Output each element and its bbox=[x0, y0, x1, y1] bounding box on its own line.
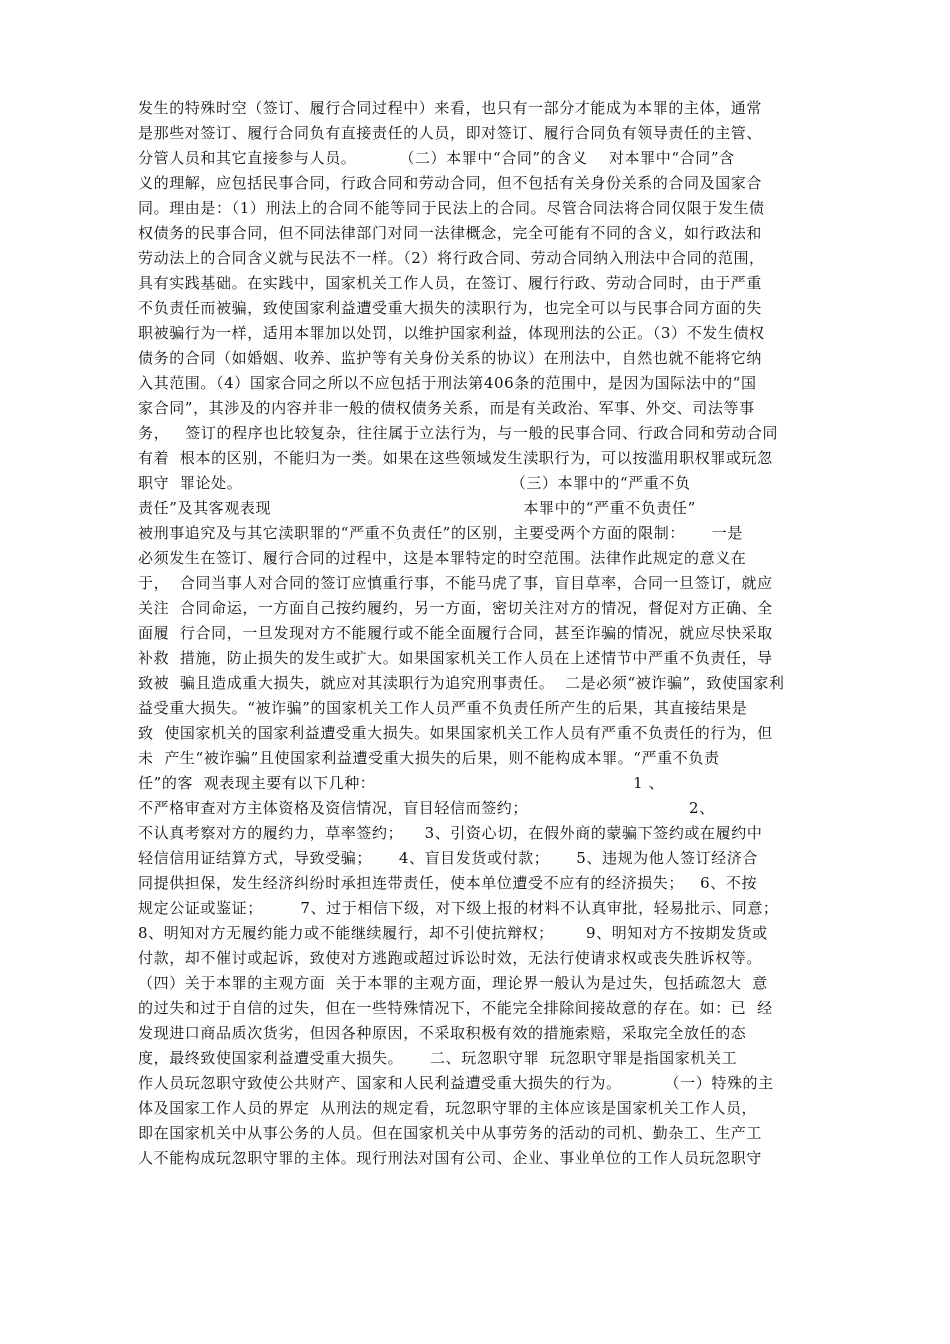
text-line: 同。理由是：（1）刑法上的合同不能等同于民法上的合同。尽管合同法将合同仅限于发生债 bbox=[138, 199, 765, 217]
text-line: 未 产生“被诈骗”且使国家利益遭受重大损失的后果，则不能构成本罪。“严重不负责 bbox=[138, 749, 720, 767]
text-line: 家合同”，其涉及的内容并非一般的债权债务关系，而是有关政治、军事、外交、司法等事 bbox=[138, 399, 755, 417]
text-line: 债务的合同（如婚姻、收养、监护等有关身份关系的协议）在刑法中，自然也就不能将它纳 bbox=[138, 349, 763, 367]
text-line: 责任”及其客观表现 本罪中的“严重不负责任” bbox=[138, 499, 696, 517]
text-line: 规定公证或鉴证； 7、过于相信下级，对下级上报的材料不认真审批，轻易批示、同意； bbox=[138, 899, 779, 917]
text-line: 即在国家机关中从事公务的人员。但在国家机关中从事劳务的活动的司机、勤杂工、生产工 bbox=[138, 1124, 763, 1142]
text-line: 职守 罪论处。 （三）本罪中的“严重不负 bbox=[138, 474, 691, 492]
text-line: 8、明知对方无履约能力或不能继续履行，却不引使抗辩权； 9、明知对方不按期发货或 bbox=[138, 924, 768, 942]
text-line: 务， 签订的程序也比较复杂，往往属于立法行为，与一般的民事合同、行政合同和劳动合同 bbox=[138, 424, 779, 442]
text-line: 致 使国家机关的国家利益遭受重大损失。如果国家机关工作人员有严重不负责任的行为，但 bbox=[138, 724, 773, 742]
text-line: 度，最终致使国家利益遭受重大损失。 二、玩忽职守罪 玩忽职守罪是指国家机关工 bbox=[138, 1049, 738, 1067]
text-line: 关注 合同命运，一方面自己按约履约，另一方面，密切关注对方的情况，督促对方正确、全 bbox=[138, 599, 773, 617]
text-line: 于， 合同当事人对合同的签订应慎重行事，不能马虎了事，盲目草率，合同一旦签订，就应 bbox=[138, 574, 773, 592]
text-line: 不认真考察对方的履约力，草率签约； 3、引资心切，在假外商的蒙骗下签约或在履约中 bbox=[138, 824, 763, 842]
text-line: 有着 根本的区别，不能归为一类。如果在这些领域发生渎职行为，可以按滥用职权罪或玩忽 bbox=[138, 449, 773, 467]
text-line: 作人员玩忽职守致使公共财产、国家和人民利益遭受重大损失的行为。 （一）特殊的主 bbox=[138, 1074, 774, 1092]
text-line: 面履 行合同，一旦发现对方不能履行或不能全面履行合同，甚至诈骗的情况，就应尽快采取 bbox=[138, 624, 773, 642]
text-line: 轻信信用证结算方式，导致受骗； 4、盲目发货或付款； 5、违规为他人签订经济合 bbox=[138, 849, 758, 867]
text-line: 的过失和过于自信的过失，但在一些特殊情况下，不能完全排除间接故意的存在。如：已 经 bbox=[138, 999, 773, 1017]
text-line: 是那些对签订、履行合同负有直接责任的人员，即对签订、履行合同负有领导责任的主管、 bbox=[138, 124, 763, 142]
text-line: 义的理解，应包括民事合同，行政合同和劳动合同，但不包括有关身份关系的合同及国家合 bbox=[138, 174, 763, 192]
text-line: 分管人员和其它直接参与人员。 （二）本罪中“合同”的含义 对本罪中“合同”含 bbox=[138, 149, 735, 167]
text-line: 入其范围。（4）国家合同之所以不应包括于刑法第406条的范围中，是因为国际法中的“国 bbox=[138, 374, 757, 392]
text-line: 劳动法上的合同含义就与民法不一样。（2）将行政合同、劳动合同纳入刑法中合同的范围， bbox=[138, 249, 765, 267]
text-line: 致被 骗且造成重大损失，就应对其渎职行为追究刑事责任。 二是必须“被诈骗”，致使国家利 bbox=[138, 674, 785, 692]
text-line: 人不能构成玩忽职守罪的主体。现行刑法对国有公司、企业、事业单位的工作人员玩忽职守 bbox=[138, 1149, 763, 1167]
text-line: 不严格审查对方主体资格及资信情况，盲目轻信而签约； 2、 bbox=[138, 799, 715, 817]
text-line: 不负责任而被骗，致使国家利益遭受重大损失的渎职行为，也完全可以与民事合同方面的失 bbox=[138, 299, 763, 317]
text-line: 补救 措施，防止损失的发生或扩大。如果国家机关工作人员在上述情节中严重不负责任，导 bbox=[138, 649, 773, 667]
text-line: 同提供担保，发生经济纠纷时承担连带责任，使本单位遭受不应有的经济损失； 6、不按 bbox=[138, 874, 758, 892]
text-line: 发现进口商品质次货劣，但因各种原因，不采取积极有效的措施索赔，采取完全放任的态 bbox=[138, 1024, 747, 1042]
text-line: 体及国家工作人员的界定 从刑法的规定看，玩忽职守罪的主体应该是国家机关工作人员， bbox=[138, 1099, 758, 1117]
text-line: 必须发生在签订、履行合同的过程中，这是本罪特定的时空范围。法律作此规定的意义在 bbox=[138, 549, 747, 567]
text-line: 付款，却不催讨或起诉，致使对方逃跑或超过诉讼时效，无法行使请求权或丧失胜诉权等。 bbox=[138, 949, 763, 967]
text-line: 权债务的民事合同，但不同法律部门对同一法律概念，完全可能有不同的含义，如行政法和 bbox=[138, 224, 763, 242]
text-line: 发生的特殊时空（签订、履行合同过程中）来看，也只有一部分才能成为本罪的主体，通常 bbox=[138, 99, 763, 117]
text-line: （四）关于本罪的主观方面 关于本罪的主观方面，理论界一般认为是过失，包括疏忽大 意 bbox=[138, 974, 768, 992]
text-line: 任”的客 观表现主要有以下几种： 1 、 bbox=[138, 774, 665, 792]
text-line: 职被骗行为一样，适用本罪加以处罚，以维护国家利益，体现刑法的公正。（3）不发生债权 bbox=[138, 324, 765, 342]
text-line: 益受重大损失。“被诈骗”的国家机关工作人员严重不负责任所产生的后果，其直接结果是 bbox=[138, 699, 748, 717]
text-line: 具有实践基础。在实践中，国家机关工作人员，在签订、履行行政、劳动合同时，由于严重 bbox=[138, 274, 763, 292]
text-line: 被刑事追究及与其它渎职罪的“严重不负责任”的区别，主要受两个方面的限制： 一是 bbox=[138, 524, 743, 542]
